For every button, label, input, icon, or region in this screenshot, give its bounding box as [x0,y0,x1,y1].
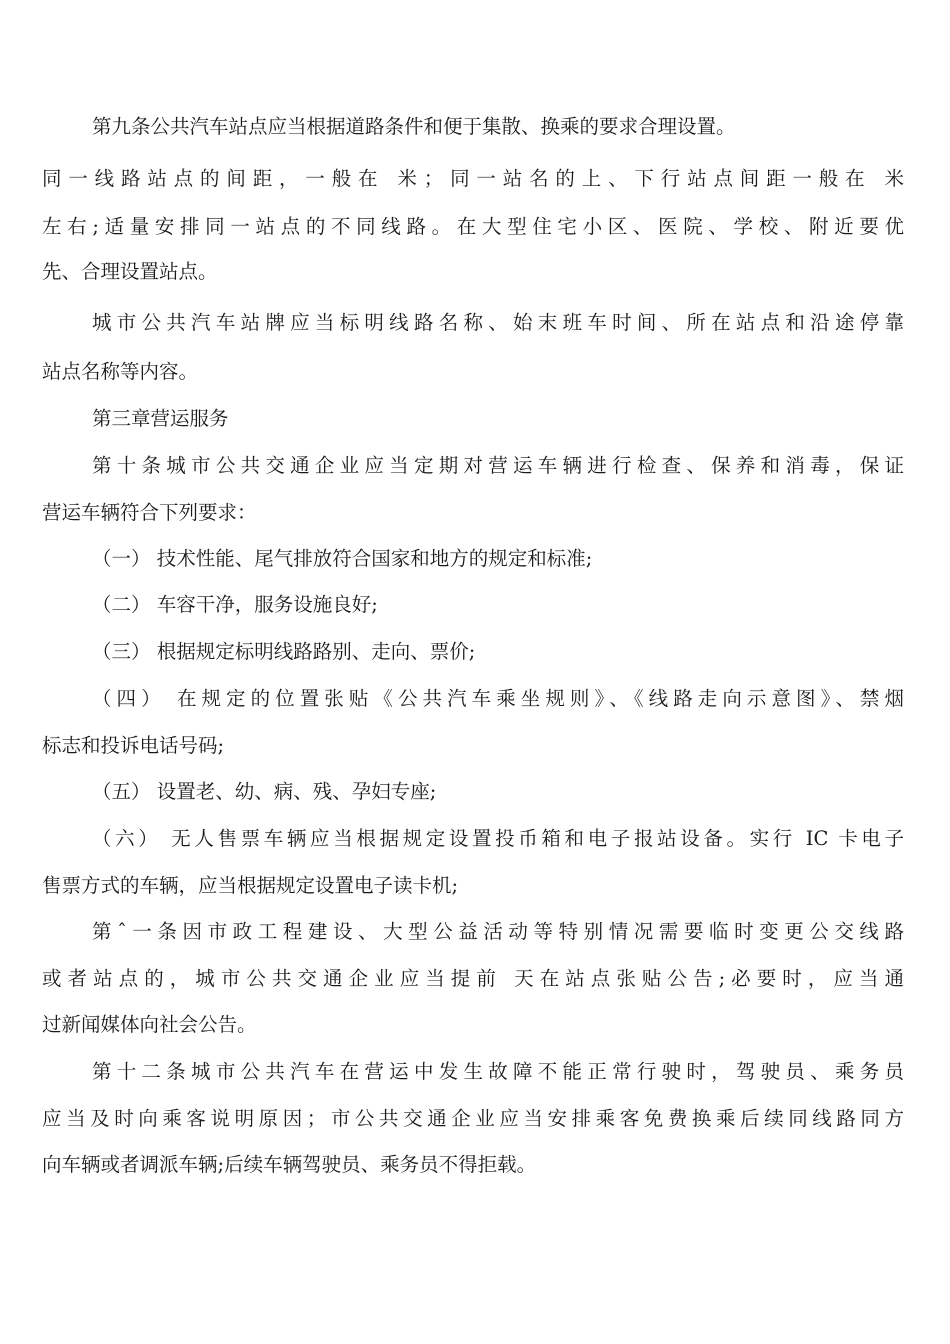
list-item: （三） 根据规定标明线路路别、走向、票价; [92,640,476,663]
paragraph-line: 左右;适量安排同一站点的不同线路。在大型住宅小区、医院、学校、附近要优 [42,215,904,238]
list-item: （四） 在规定的位置张贴《公共汽车乘坐规则》、《线路走向示意图》、禁烟 [92,687,904,710]
list-item-continuation: 标志和投诉电话号码; [42,734,225,757]
list-item: （一） 技术性能、尾气排放符合国家和地方的规定和标准; [92,547,593,570]
paragraph-line: 营运车辆符合下列要求： [42,501,257,524]
paragraph-line: 向车辆或者调派车辆;后续车辆驾驶员、乘务员不得拒载。 [42,1153,537,1176]
list-item-continuation: 售票方式的车辆，应当根据规定设置电子读卡机; [42,874,459,897]
list-item: （五） 设置老、幼、病、残、孕妇专座; [92,780,437,803]
paragraph-line: 过新闻媒体向社会公告。 [42,1013,257,1036]
paragraph-line: 城市公共汽车站牌应当标明线路名称、始末班车时间、所在站点和沿途停靠 [92,311,904,334]
paragraph-line: 第十二条城市公共汽车在营运中发生故障不能正常行驶时，驾驶员、乘务员 [92,1060,904,1083]
paragraph-line: 站点名称等内容。 [42,360,199,383]
list-item: （二） 车容干净，服务设施良好; [92,593,378,616]
chapter-heading: 第三章营运服务 [92,407,229,430]
paragraph-line: 第ˆ一条因市政工程建设、大型公益活动等特别情况需要临时变更公交线路 [92,920,904,943]
paragraph-line: 应当及时向乘客说明原因；市公共交通企业应当安排乘客免费换乘后续同线路同方 [42,1107,904,1130]
list-item: （六） 无人售票车辆应当根据规定设置投币箱和电子报站设备。实行 IC 卡电子 [92,827,904,850]
paragraph-line: 第九条公共汽车站点应当根据道路条件和便于集散、换乘的要求合理设置。 [92,115,736,138]
paragraph-line: 先、合理设置站点。 [42,260,218,283]
paragraph-line: 同一线路站点的间距，一般在 米；同一站名的上、下行站点间距一般在 米 [42,167,904,190]
paragraph-line: 第十条城市公共交通企业应当定期对营运车辆进行检查、保养和消毒，保证 [92,454,904,477]
paragraph-line: 或者站点的，城市公共交通企业应当提前 天在站点张贴公告;必要时，应当通 [42,967,904,990]
